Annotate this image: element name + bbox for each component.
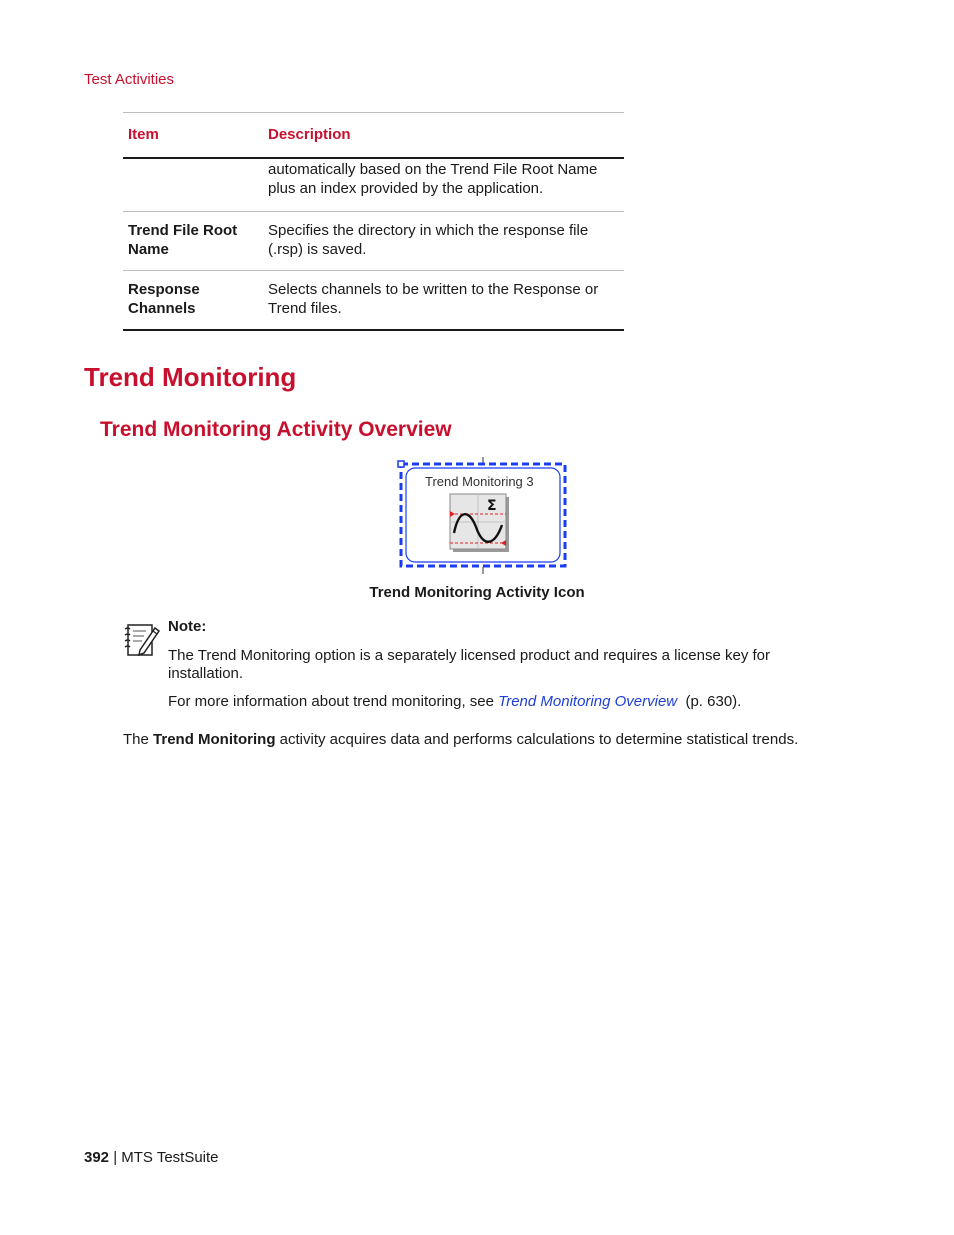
table-cell-description: automatically based on the Trend File Root Name plus an index provided by the application.: [263, 158, 624, 212]
body-paragraph: [123, 731, 923, 748]
trend-monitoring-activity-figure: [397, 457, 569, 575]
body-suffix: activity acquires data and performs calculations to determine statistical trends.: [275, 731, 799, 748]
table-cell-item: Trend File Root Name: [123, 212, 263, 271]
body-bold-term: Trend Monitoring: [153, 731, 276, 748]
note-reference-prefix: For more information about trend monitoring, see: [168, 693, 499, 710]
activity-label: Trend Monitoring 3: [425, 474, 534, 489]
note-pencil-icon: [122, 620, 162, 660]
table-row: [123, 271, 624, 331]
doc-title: MTS TestSuite: [121, 1149, 219, 1166]
table-cell-item: [123, 158, 263, 212]
figure-caption: Trend Monitoring Activity Icon: [369, 584, 585, 601]
column-header-item: Item: [123, 113, 263, 159]
table-cell-description: Specifies the directory in which the response file (.rsp) is saved.: [263, 212, 624, 271]
note-label: Note:: [168, 618, 207, 635]
note-reference-paragraph: [168, 693, 818, 710]
table-header-row: [123, 113, 624, 159]
page-number: 392: [84, 1149, 110, 1166]
note-paragraph: The Trend Monitoring option is a separately licensed product and requires a license key for installation.: [168, 647, 770, 682]
trend-monitoring-activity-icon: [397, 457, 569, 575]
selection-handle: [398, 461, 404, 467]
section-title: Trend Monitoring: [84, 362, 297, 392]
table-cell-description: Selects channels to be written to the Response or Trend files.: [263, 271, 624, 331]
breadcrumb: Test Activities: [84, 71, 175, 88]
footer-separator: |: [109, 1149, 122, 1166]
column-header-description: Description: [263, 113, 624, 159]
table-cell-item: Response Channels: [123, 271, 263, 331]
note-reference-suffix: (p. 630).: [677, 693, 742, 710]
table-row: [123, 212, 624, 271]
table-row: [123, 158, 624, 212]
item-description-table: [123, 112, 624, 331]
body-prefix: The: [123, 731, 154, 748]
page-footer: [84, 1149, 219, 1166]
trend-monitoring-overview-link[interactable]: Trend Monitoring Overview: [498, 693, 678, 710]
sigma-glyph: Σ: [487, 498, 497, 514]
section-subtitle: Trend Monitoring Activity Overview: [100, 418, 452, 441]
